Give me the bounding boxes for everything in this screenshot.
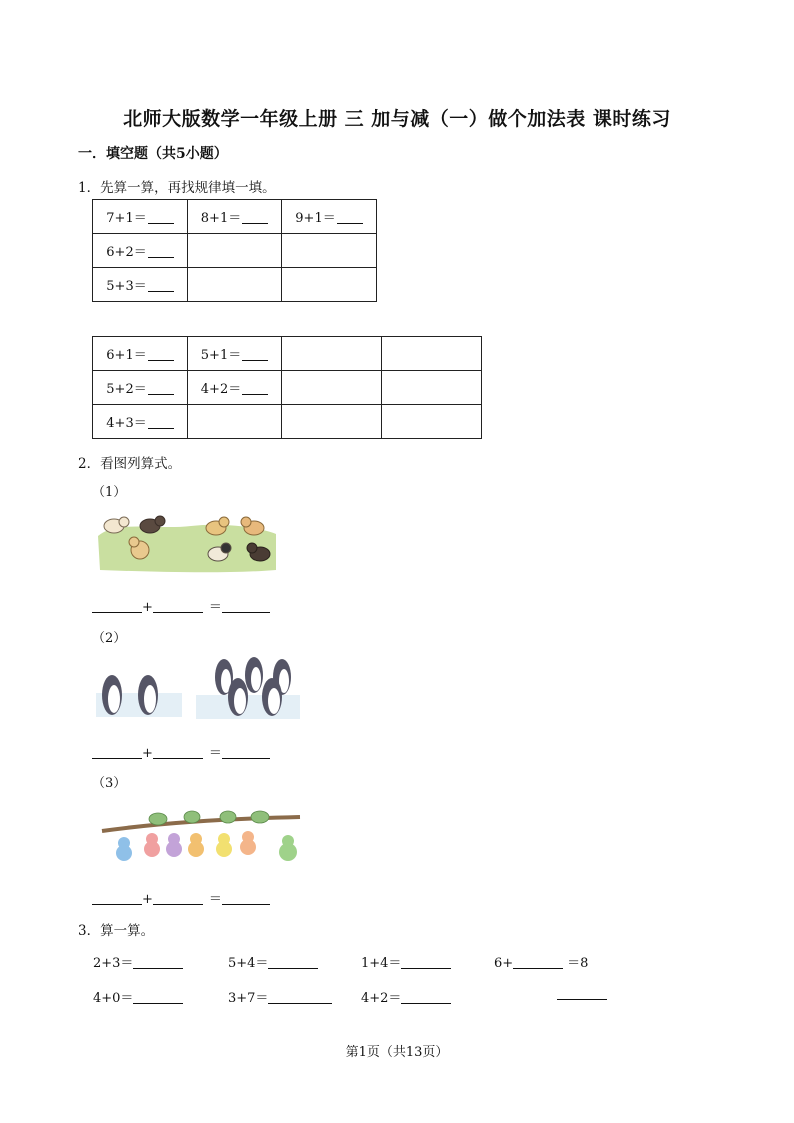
part-3-label: （3）: [92, 776, 127, 791]
gourds-illustration: [100, 805, 305, 873]
answer-blank[interactable]: [401, 991, 451, 1004]
empty-cell[interactable]: [382, 405, 482, 439]
answer-blank[interactable]: [148, 414, 174, 429]
equation-text: 6+2＝: [106, 245, 147, 260]
answer-blank[interactable]: [337, 209, 363, 224]
equation-text: 4+2＝: [200, 382, 242, 397]
empty-cell[interactable]: [282, 268, 377, 302]
gourd-icon: [144, 833, 160, 857]
answer-blank[interactable]: [148, 380, 174, 395]
penguins-illustration: [96, 655, 300, 721]
equals-sign: ＝: [208, 892, 222, 907]
addition-table-1: [92, 199, 377, 302]
gourd-icon: [188, 833, 204, 857]
puppies-illustration: [96, 512, 278, 574]
addition-table-2: [92, 336, 482, 439]
answer-blank[interactable]: [242, 346, 268, 361]
table-cell: [188, 337, 282, 371]
table-cell: [282, 200, 377, 234]
answer-blank[interactable]: [268, 991, 332, 1004]
answer-blank[interactable]: [133, 991, 183, 1004]
answer-blank[interactable]: [557, 987, 607, 1000]
answer-blank[interactable]: [242, 209, 268, 224]
equals-sign: ＝: [208, 600, 222, 615]
answer-blank[interactable]: [153, 892, 203, 905]
answer-blank[interactable]: [148, 209, 174, 224]
equation-text: 8+1＝: [200, 211, 242, 226]
empty-cell[interactable]: [382, 371, 482, 405]
penguin-icon: [102, 675, 122, 715]
question-2-label: 2．看图列算式。: [78, 456, 182, 472]
equation-text: 4+2＝: [361, 991, 402, 1006]
question-3-label: 3．算一算。: [78, 923, 155, 939]
plus-sign: +: [142, 892, 153, 907]
penguin-icon: [262, 678, 282, 716]
table-cell: [93, 200, 188, 234]
calc-item: [361, 987, 451, 1006]
page-footer: 第1页（共13页）: [345, 1045, 449, 1060]
equals-sign: ＝: [208, 746, 222, 761]
equation-text: 9+1＝: [295, 211, 336, 226]
table-cell: [188, 200, 282, 234]
answer-blank[interactable]: [148, 277, 174, 292]
penguin-icon: [228, 678, 248, 716]
table-cell: [93, 405, 188, 439]
table-cell: [93, 371, 188, 405]
gourd-icon: [240, 831, 256, 855]
answer-blank[interactable]: [92, 892, 142, 905]
equation-text: 2+3＝: [93, 956, 134, 971]
calc-item: [93, 987, 183, 1006]
table-cell: [93, 234, 188, 268]
table-cell: [188, 371, 282, 405]
answer-blank[interactable]: [513, 956, 563, 969]
calc-item: [93, 952, 183, 971]
equation-text: ＝8: [567, 956, 589, 971]
plus-sign: +: [142, 600, 153, 615]
gourd-icon: [166, 833, 182, 857]
empty-cell[interactable]: [188, 268, 282, 302]
section-heading: 一．填空题（共5小题）: [78, 146, 228, 162]
calc-item: [228, 952, 318, 971]
part-1-expression: [92, 596, 270, 615]
part-3-expression: [92, 888, 270, 907]
gourd-icon: [216, 833, 232, 857]
equation-text: 6+1＝: [106, 348, 147, 363]
answer-blank[interactable]: [148, 243, 174, 258]
answer-blank[interactable]: [92, 746, 142, 759]
answer-blank[interactable]: [222, 746, 270, 759]
empty-cell[interactable]: [282, 234, 377, 268]
equation-text: 5+3＝: [106, 279, 147, 294]
empty-cell[interactable]: [382, 337, 482, 371]
equation-text: 5+1＝: [200, 348, 242, 363]
answer-blank[interactable]: [133, 956, 183, 969]
answer-blank[interactable]: [242, 380, 268, 395]
table-cell: [93, 268, 188, 302]
calc-item: [228, 987, 332, 1006]
equation-text: 5+2＝: [106, 382, 147, 397]
equation-text: 6+: [494, 956, 514, 971]
part-2-label: （2）: [92, 631, 127, 646]
empty-cell[interactable]: [282, 371, 382, 405]
part-2-expression: [92, 742, 270, 761]
answer-blank[interactable]: [268, 956, 318, 969]
answer-blank[interactable]: [222, 600, 270, 613]
gourd-icon: [279, 835, 297, 861]
calc-item: [557, 987, 607, 1002]
part-1-label: （1）: [92, 485, 127, 500]
calc-item: [361, 952, 451, 971]
answer-blank[interactable]: [222, 892, 270, 905]
answer-blank[interactable]: [148, 346, 174, 361]
empty-cell[interactable]: [188, 405, 282, 439]
question-1-label: 1．先算一算，再找规律填一填。: [78, 180, 276, 196]
plus-sign: +: [142, 746, 153, 761]
equation-text: 5+4＝: [228, 956, 269, 971]
answer-blank[interactable]: [153, 746, 203, 759]
gourd-icon: [116, 837, 132, 861]
penguin-icon: [138, 675, 158, 715]
empty-cell[interactable]: [282, 337, 382, 371]
empty-cell[interactable]: [282, 405, 382, 439]
empty-cell[interactable]: [188, 234, 282, 268]
calc-item: [494, 952, 588, 971]
equation-text: 7+1＝: [106, 211, 147, 226]
equation-text: 4+3＝: [106, 416, 147, 431]
equation-text: 3+7＝: [228, 991, 269, 1006]
answer-blank[interactable]: [153, 600, 203, 613]
page-title: 北师大版数学一年级上册 三 加与减（一）做个加法表 课时练习: [123, 108, 671, 130]
answer-blank[interactable]: [401, 956, 451, 969]
equation-text: 4+0＝: [93, 991, 134, 1006]
table-cell: [93, 337, 188, 371]
equation-text: 1+4＝: [361, 956, 402, 971]
penguin-icon: [245, 657, 263, 693]
answer-blank[interactable]: [92, 600, 142, 613]
